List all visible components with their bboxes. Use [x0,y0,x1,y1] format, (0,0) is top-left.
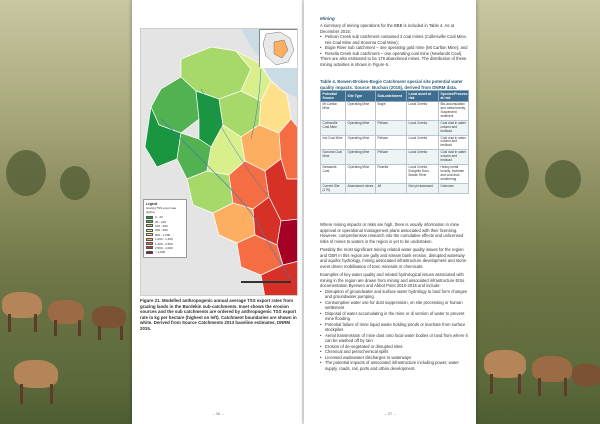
list-item: • The potential impacts of associated infrastructure including power, water supply, roads, rail, ports and urban development. [320,360,468,371]
cow-leg [54,320,57,336]
impacts-table [320,90,469,194]
legend-label: 300 - 600 [155,228,168,233]
legend-label: 1,400 - 2,500 [155,241,173,246]
paragraph: Where mining impacts or risks are high, there is usually information in mine approval or operational management plans associated with their licensing. However, comprehensive research into the cumulative effects and unlicensed risks of mines to waters in the region is yet to be undertaken. [320,222,464,244]
body-text [320,222,468,371]
legend-title: Legend [146,202,158,206]
table-cell: Operating Mine [346,102,376,121]
inset-map-graphic [260,30,298,68]
cow [572,364,600,386]
cow-leg [490,374,493,394]
mining-bullet-list [320,34,468,56]
table-header-cell: Species/Process at risk [440,92,468,101]
legend-swatch [146,224,153,227]
table-cell: Operating Mine [346,135,376,150]
map-legend [143,199,187,258]
table-header-cell: Local asset at risk [407,91,439,102]
legend-label: 0 - 20 [155,215,163,220]
table-cell: Operating Mine [346,120,376,135]
list-item: • Pelican Creek sub catchment contained 3 coal mines (Collinsville Coal Mine, Isis Coal Mine and Sonoma Coal Mine); [320,34,468,45]
background-tree [60,166,90,200]
table-cell: Sonoma Coal Mine [321,150,346,165]
table-cell: Not yet assessed [407,183,439,194]
cow [92,306,126,328]
table-cell: Mt Carlton Mine [321,102,346,121]
table-row [321,183,469,194]
cow-leg [120,326,123,340]
table-row [321,102,469,121]
table-cell: Isis Coal Mine [321,135,346,150]
table-row [321,150,469,165]
cow-leg [564,378,567,396]
table-title: Table 4. Bowen-Broken-Bogie Catchment special site potential water quality impacts. Source: Buchan (2016), derived from DNRM data. [320,79,463,90]
table-row [321,120,469,135]
table-header-cell: Site Type [346,91,376,102]
table-cell: Operating Mine [346,150,376,165]
table-cell: Bogie [376,102,407,121]
table-cell: Current Site (179) [321,183,346,194]
table-row [321,135,469,150]
table-cell: Pelican [376,135,407,150]
list-item: • Erosion of de-vegetated or disrupted sites [320,344,468,350]
inset-map [259,29,298,67]
table-cell: Coal dust in water column and bedload [439,150,469,165]
legend-swatch [146,242,153,245]
legend-swatch [146,246,153,249]
page-number-left: – 36 – [212,411,224,416]
table-cell: Newlands Coal [321,164,346,183]
list-item: • Disposal of water accumulating in the mine or di version of water to prevent mine flooding [320,311,468,322]
table-cell: All [376,183,407,194]
table-cell: Unknown [439,183,469,194]
table-cell: Bio-accumulation and metal toxicity, Suspended sediment [439,102,469,121]
table-cell: Local Creeks [407,135,439,150]
list-item: • Disruption of groundwater and surface water hydrology to land form changes and groundwater pumping. [320,289,468,300]
table-cell: Rosella [376,164,407,183]
paragraph: Examples of key water quality and related hydrological issues associated with mining in the region are drawn from mining and associated infrastructure EISs documentation Byerwen and Abbot Point 2010-2015 and include: [320,272,465,288]
table-cell: Operating Mine [346,164,376,183]
list-item: • Aerial transmission of mine dust onto local water bodies or land from where it can be washed off by rain [320,333,468,344]
legend-label: 600 - 1,000 [155,232,171,237]
cow-leg [50,384,53,404]
list-item: • Chemical and petrochemical spills [320,349,468,355]
table-row [321,164,469,183]
table-cell: Abandoned mines [346,183,376,194]
table-cell: Collinsville Coal Mine [321,120,346,135]
legend-label: 20 - 100 [155,219,167,224]
background-tree [545,160,581,198]
paragraph: Possibly the most significant mining related water quality issues for the region and GBR in this region are gully and stream bank erosion, disrupted waterway and aquifer hydrology, mining associated infrastructure development and storm event driven mobilisation of toxic minerals or chemicals. [320,247,467,269]
scale-bar [241,281,291,291]
table-cell: Local Creeks [407,150,439,165]
figure-caption: Figure 21. Modelled anthropogenic annual average TSS export rates from grazing lands in the Burdekin sub-catchments. Inset shows the erosion sources and the sub catchments are ordered by anthropogenic TSS export rate in kg per hectare (highest on left). Catchment boundaries are shown in white. Derived from Source Catchments 2013 baseline estimates, DNRM 2015. [140,298,297,331]
table-body [321,102,469,194]
table-header-cell: Sub-catchment [376,91,407,102]
left-page [132,0,304,424]
table-cell: Heavy metal toxicity, Instream and coal dust smothering [439,164,469,183]
table-header-cell: Potential Source [321,91,346,102]
table-cell: Local Creeks, Eungella Dam, Bowen River [407,164,439,183]
list-item: • Rosella Creek sub catchment – one operating coal mine (Newlands Coal). [320,51,468,57]
cow-leg [20,384,23,404]
table-section [320,79,468,194]
legend-swatch [146,229,153,232]
legend-label: 2,500 - 4,000 [155,245,173,250]
table-header-row [321,91,469,102]
issue-bullet-list [320,289,468,372]
table-cell: Pelican [376,120,407,135]
tss-export-map [140,28,298,296]
legend-swatch [146,251,153,254]
cow-leg [8,314,11,332]
table-cell: Coal dust in water column and bedload [439,120,469,135]
table-cell: Coal dust in water column and bedload [439,135,469,150]
table-cell: Local Creeks [407,102,439,121]
right-page [304,0,476,424]
section-title-mining: Mining [320,16,335,21]
legend-subtitle: Grazing TSS export rate (kg/ha) [146,206,177,214]
cow-leg [538,378,541,396]
legend-swatch [146,216,153,219]
legend-swatch [146,220,153,223]
cow-leg [34,314,37,332]
page-number-right: – 37 – [384,411,396,416]
legend-label: > 4,000 [155,250,166,255]
background-tree [485,150,529,198]
mining-summary [320,23,468,67]
table-cell: Local Creeks [407,120,439,135]
table-cell: Pelican [376,150,407,165]
list-item: • Potential failure of mine liquid waste holding ponds or leachate from surface stockpiles [320,322,468,333]
legend-row [146,250,184,254]
legend-swatch [146,238,153,241]
legend-label: 1,000 - 1,400 [155,237,173,242]
mining-abandoned-note: There are also estimated to be 179 abandoned mines. The distribution of these mining activities is shown in Figure 6. [320,56,467,67]
legend-swatch [146,233,153,236]
list-item: • Licensed wastewater discharges to waterways [320,355,468,361]
legend-label: 100 - 300 [155,223,168,228]
list-item: • Bogie River sub catchment – one operating gold mine (Mt Carlton Mine); and [320,45,468,51]
mining-intro: A summary of mining operations for the BBB is included in Table 4. As at December 2015: [320,23,454,34]
background-tree [6,150,46,196]
scale-bar-graphic [241,281,291,283]
list-item: • Consumptive water use for dust suppression, on site processing or human settlement [320,300,468,311]
cow-leg [78,320,81,336]
legend-rows [146,215,184,255]
cow-leg [98,326,101,340]
cow-leg [518,374,521,394]
